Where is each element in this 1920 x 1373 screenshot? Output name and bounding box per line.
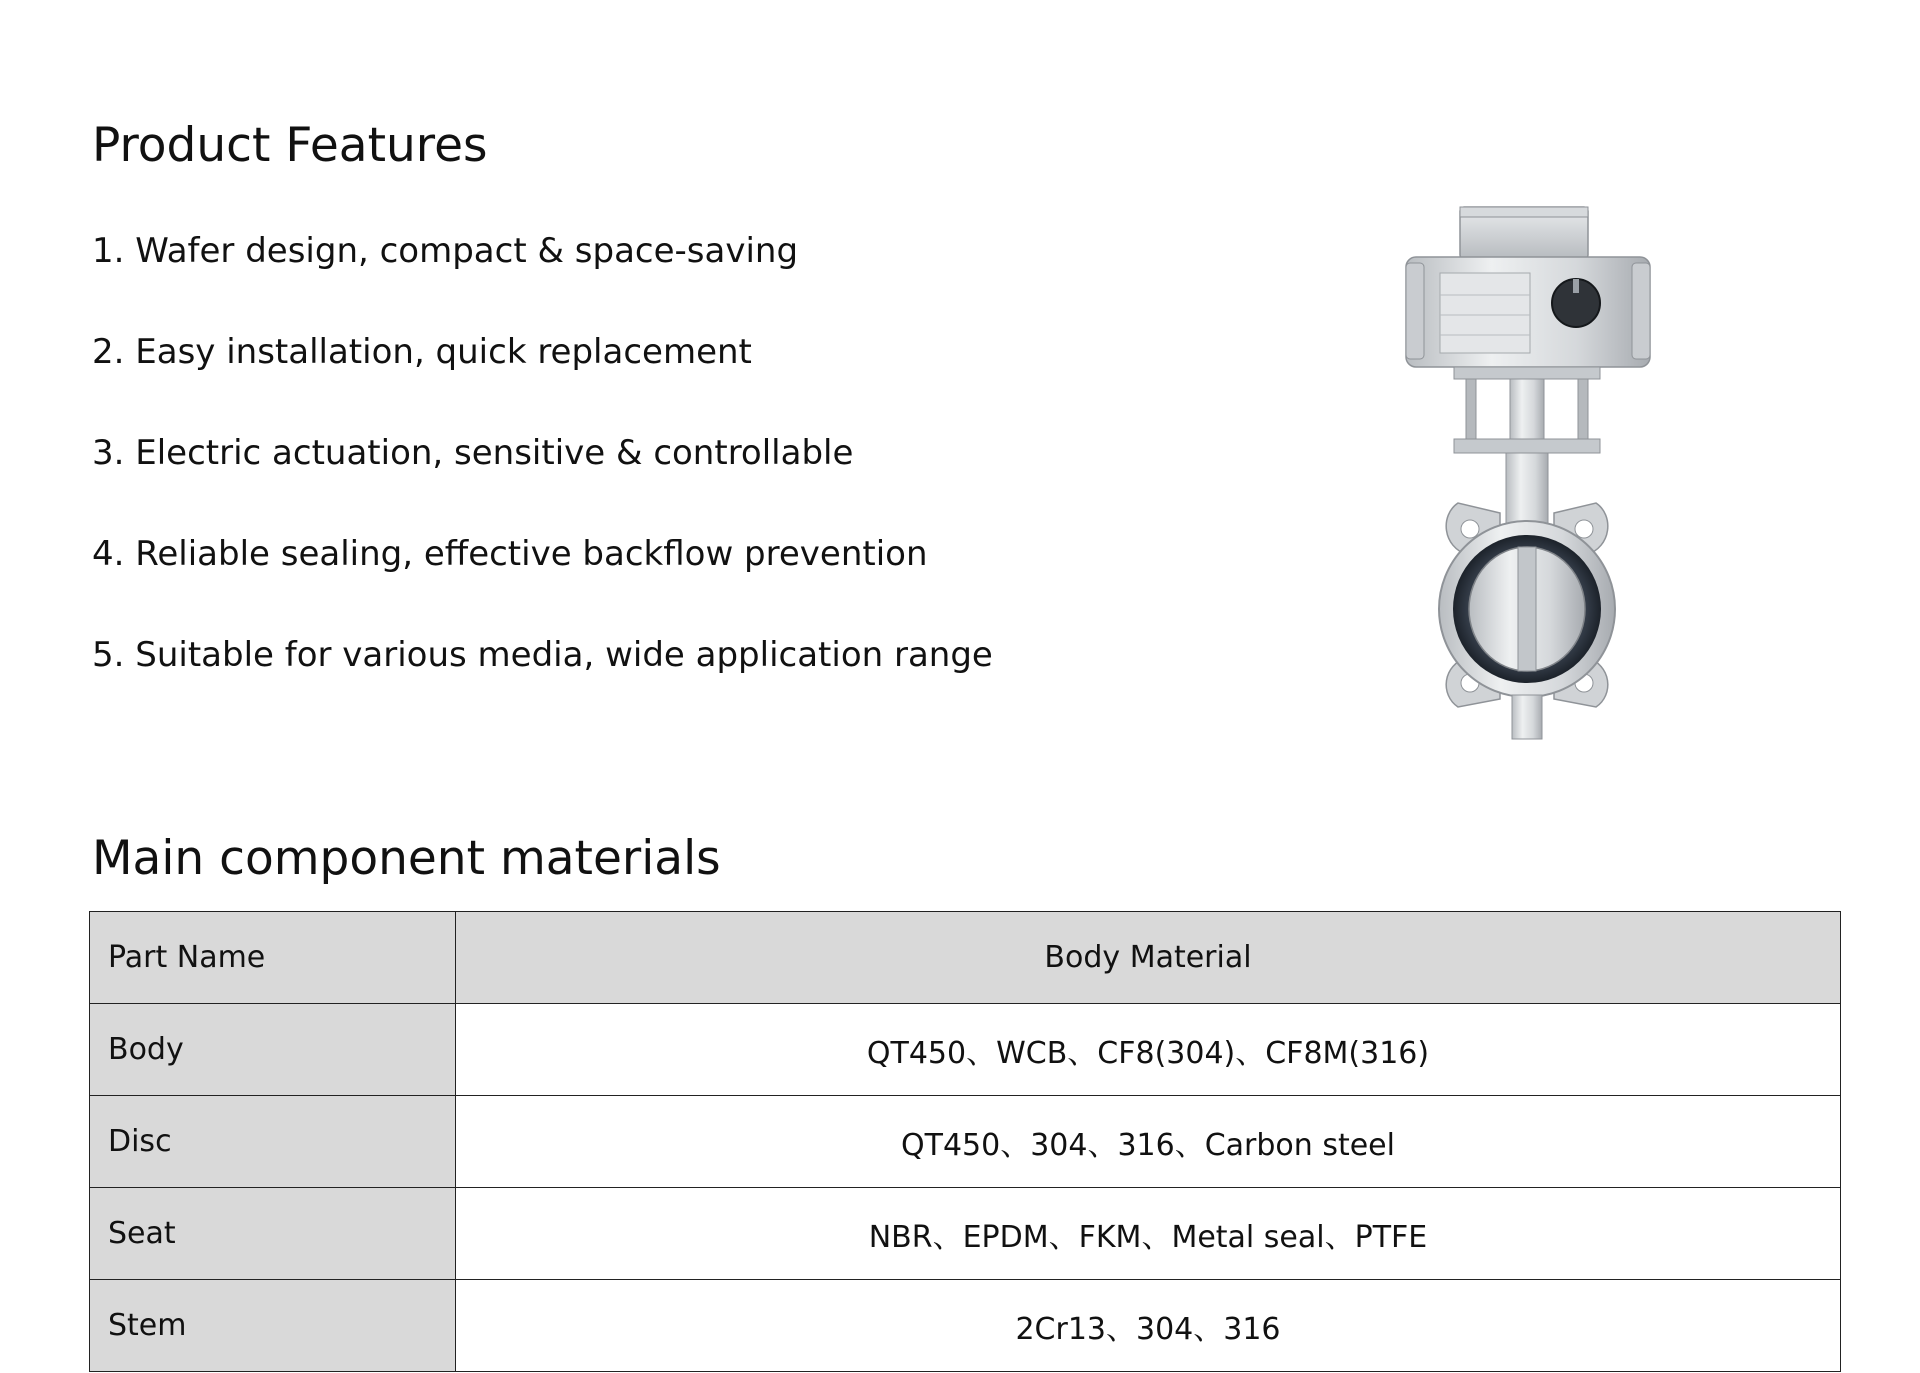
product-features-heading: Product Features — [92, 118, 488, 173]
material-cell: QT450、304、316、Carbon steel — [456, 1096, 1841, 1188]
table-row — [90, 1280, 1841, 1372]
header-part-name: Part Name — [90, 912, 456, 1004]
table-row — [90, 1188, 1841, 1280]
part-name-cell: Body — [90, 1004, 456, 1096]
feature-item: 1. Wafer design, compact & space-saving — [92, 231, 799, 271]
features-list — [92, 231, 993, 739]
feature-item: 2. Easy installation, quick replacement — [92, 332, 752, 372]
material-cell: QT450、WCB、CF8(304)、CF8M(316) — [456, 1004, 1841, 1096]
material-cell: NBR、EPDM、FKM、Metal seal、PTFE — [456, 1188, 1841, 1280]
feature-item: 4. Reliable sealing, effective backflow prevention — [92, 534, 928, 574]
part-name-cell: Seat — [90, 1188, 456, 1280]
materials-heading: Main component materials — [92, 831, 721, 886]
material-cell: 2Cr13、304、316 — [456, 1280, 1841, 1372]
feature-item: 5. Suitable for various media, wide application range — [92, 635, 993, 675]
part-name-cell: Disc — [90, 1096, 456, 1188]
materials-table — [89, 911, 1841, 1372]
butterfly-valve-image — [1380, 195, 1670, 755]
header-body-material: Body Material — [456, 912, 1841, 1004]
part-name-cell: Stem — [90, 1280, 456, 1372]
table-header-row — [90, 912, 1841, 1004]
table-row — [90, 1096, 1841, 1188]
feature-item: 3. Electric actuation, sensitive & controllable — [92, 433, 854, 473]
table-row — [90, 1004, 1841, 1096]
